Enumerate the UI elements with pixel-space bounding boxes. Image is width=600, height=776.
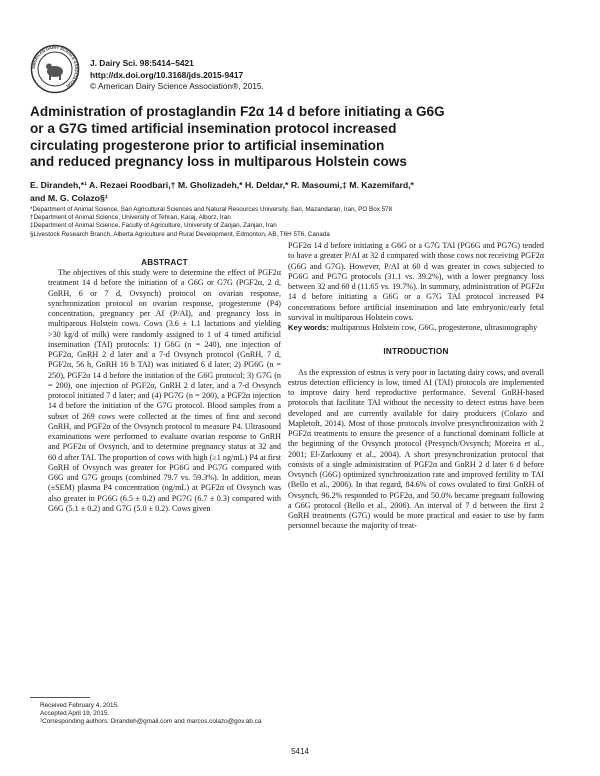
copyright-line: © American Dairy Science Association®, 2015. xyxy=(90,81,264,91)
title-line: and reduced pregnancy loss in multiparous Holstein cows xyxy=(30,154,407,170)
received-date: Received February 4, 2015. xyxy=(40,702,119,709)
footnotes xyxy=(30,702,275,727)
abstract-heading: ABSTRACT xyxy=(141,258,188,267)
doi-link[interactable]: http://dx.doi.org/10.3168/jds.2015-9417 xyxy=(90,69,244,80)
author-list xyxy=(30,179,575,205)
title-line: circulating progesterone prior to artificial insemination xyxy=(30,137,385,153)
page-number: 5414 xyxy=(291,747,309,756)
title-line: or a G7G timed artificial insemination protocol increased xyxy=(30,120,397,136)
abstract-text-continued: PGF2α 14 d before initiating a G6G or a G7G TAI (PG6G and PG7G) tended to have a greater P/AI at 32 d compared with those cows not receiving PGF2α (G6G and G7G). However, P/AI at 60 d was greater in cows subjected to PG6G and PG7G protocols (31.1 vs. 39.2%), with a lower pregnancy loss between 32 and 60 d (11.65 vs. 19.7%). In summary, administration of PGF2α 14 d before initiating a G6G or a G7G TAI protocol increased P4 concentrations before artificial insemination and late embryonic/early fetal survival in multiparous Holstein cows. xyxy=(288,241,544,322)
keywords-label: Key words: xyxy=(288,323,329,332)
affiliations xyxy=(30,206,580,239)
svg-text:AMERICAN DAIRY SCIENCE ASSOCIA: AMERICAN DAIRY SCIENCE ASSOCIATION xyxy=(30,44,80,89)
title-line: Administration of prostaglandin F2α 14 d before initiating a G6G xyxy=(30,104,445,119)
abstract-left-column xyxy=(48,268,281,514)
ads-association-logo-icon xyxy=(30,44,80,94)
corresponding-author: ¹Corresponding authors: Dirandeh@gmail.com and marcos.colazo@gov.ab.ca xyxy=(40,718,262,726)
affiliation: §Livestock Research Branch, Alberta Agriculture and Rural Development, Edmonton, AB, T6H 5T6, Canada xyxy=(30,230,330,238)
journal-citation: J. Dairy Sci. 98:5414–5421 xyxy=(90,58,194,68)
accepted-date: Accepted April 19, 2015. xyxy=(40,710,110,718)
introduction-text: As the expression of estrus is very poor in lactating dairy cows, and overall estrus detection efficiency is low, timed AI (TAI) protocols are implemented to improve dairy herd reproductive performance. Several GnRH-based protocols that facilitate TAI without the necessity to detect estrus have been developed and are currently available for dairy producers (Colazo and Mapletoft, 2014). Most of those protocols involve presynchronization with 2 PGF2α treatments to ensure the presence of a functional dominant follicle at the beginning of the Ovsynch protocol (Presynch/Ovsynch; Moreira et al., 2001; El-Zarkouny et al., 2004). A short presynchronization protocol that consists of a single administration of PGF2α and GnRH 2 d later 6 d before Ovsynch (G6G) optimized synchronization rate and improved fertility to TAI (Bello et al., 2006). In that regard, 84.6% of cows ovulated to first GnRH of Ovsynch, 96.2% responded to PGF2α, and 50.0% became pregnant following a G6G protocol (Bello et al., 2006). An interval of 7 d between the first 2 GnRH treatments (G7G) would be more practical and easier to use by farm personnel because the majority of treat- xyxy=(288,367,544,531)
authors-line: and M. G. Colazo§¹ xyxy=(30,193,108,203)
keywords xyxy=(288,323,544,333)
affiliation: ‡Department of Animal Science, Faculty of Agriculture, University of Zanjan, Zanjan, Iran xyxy=(30,222,277,230)
abstract-text: The objectives of this study were to determine the effect of PGF2α treatment 14 d before the initiation of a G6G or G7G (PGF2α, 2 d, GnRH, 6 or 7 d, Ovsynch) protocol on ovarian response, synchronization protocol on ovarian response, progesterone (P4) concentration, pregnancy per AI (P/AI), and pregnancy loss in multiparous Holstein cows. Cows (3.6 ± 1.1 lactations and yielding >30 kg/d of milk) were randomly assigned to 1 of 4 timed artificial insemination (TAI) protocols: 1) G6G (n = 240), one injection of PGF2α, GnRH 2 d later and a 7-d Ovsynch protocol (GnRH, 7 d, PGF2α, 56 h, GnRH 16 h TAI) was initiated 6 d later; 2) PG6G (n = 250), PGF2α 14 d before the initiation of the G6G protocol; 3) G7G (n = 200), one injection of PGF2α, GnRH 2 d later, and a 7-d Ovsynch protocol initiated 7 d later; and (4) PG7G (n = 200), a PGF2α injection 14 d before the initiation of the G7G protocol. Blood samples from a subset of 269 cows were collected at the times of first and second GnRH, and PGF2α of the Ovsynch protocol to measure P4. Ultrasound examinations were performed to evaluate ovarian response to GnRH and PGF2α of Ovsynch, and to determine pregnancy status at 32 and 60 d after TAI. The proportion of cows with high (≥1 ng/mL) P4 at first GnRH of Ovsynch was greater for PG6G and PG7G compared with G6G and G7G groups (combined 79.7 vs. 59.3%). In addition, mean (±SEM) plasma P4 concentration (ng/mL) at PGF2α of Ovsynch was also greater in PG6G (6.5 ± 0.2) and PG7G (6.7 ± 0.3) compared with G6G (5.1 ± 0.2) and G7G (5.0 ± 0.2). Cows given xyxy=(48,268,281,513)
article-title xyxy=(30,104,575,171)
keywords-list: multiparous Holstein cow, G6G, progesterone, ultrasonography xyxy=(328,323,538,332)
affiliation: *Department of Animal Science, Sari Agricultural Sciences and Natural Resources University, Sari, Mazandaran, Iran, PO Box 578 xyxy=(30,206,393,213)
introduction-heading: INTRODUCTION xyxy=(383,347,449,357)
right-column xyxy=(288,241,544,532)
footnote-divider xyxy=(30,697,90,698)
affiliation: †Department of Animal Science, University of Tehran, Karaj, Alborz, Iran xyxy=(30,214,231,222)
journal-header xyxy=(90,58,264,93)
authors-line: E. Dirandeh,*¹ A. Rezaei Roodbari,† M. Gholizadeh,* H. Deldar,* R. Masoumi,‡ M. Kazemifard,* xyxy=(30,180,414,190)
